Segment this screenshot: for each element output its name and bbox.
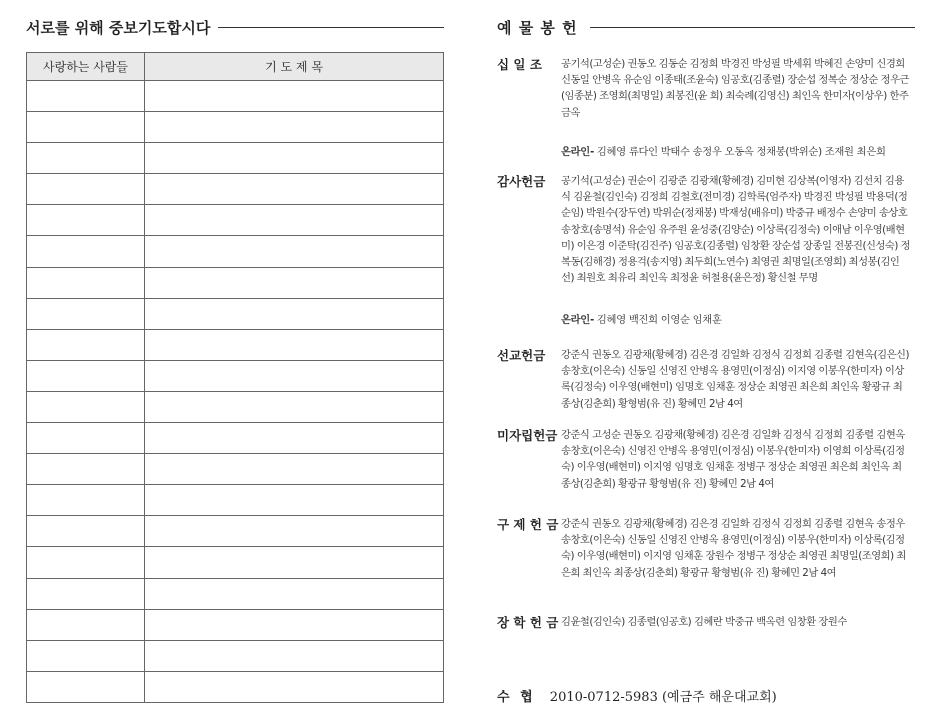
prayer-table-row bbox=[27, 81, 444, 112]
online-label: 온라인- bbox=[561, 314, 594, 326]
prayer-table-header-row bbox=[27, 53, 444, 81]
prayer-topic-cell bbox=[145, 516, 444, 547]
loved-one-cell bbox=[27, 423, 145, 454]
online-names: 김혜영 류다인 박태수 송정우 오동옥 정채봉(박위순) 조재원 최은희 bbox=[596, 146, 886, 158]
prayer-table-row bbox=[27, 112, 444, 143]
loved-one-cell bbox=[27, 516, 145, 547]
offering-group-names: 공기석(고성순) 권동오 김동순 김정희 박경진 박성필 박세휘 박혜진 손양미 신경희 신동일 안병옥 유순임 이종태(조윤숙) 임공호(김종렬) 장순섭 정복순 정상순 정우근(임종분) 조영희(최명일) 최봉진(윤 희) 최숙례(김영신) 최인옥 한미자(이상우) 한주금옥 bbox=[561, 58, 909, 119]
loved-one-cell bbox=[27, 236, 145, 267]
prayer-topic-cell bbox=[145, 81, 444, 112]
prayer-table-row bbox=[27, 329, 444, 360]
loved-one-cell bbox=[27, 578, 145, 609]
offering-group-names: 강준식 권동오 김광채(황혜경) 김은경 김일화 김정식 김정희 김종렬 김현옥(김은신) 송창호(이은숙) 신동일 신영진 안병옥 용영민(이정심) 이지영 이봉우(한미자) 이상록(김정숙) 이우영(배현미) 임명호 임채훈 정상순 최영권 최은희 최인옥 황광규 최종상(김춘희) 황형범(유 진) 황혜민 2남 4여 bbox=[561, 349, 909, 410]
loved-one-cell bbox=[27, 454, 145, 485]
offering-group-label: 미자립헌금 bbox=[497, 428, 558, 443]
column-header-prayer-topics: 기 도 제 목 bbox=[145, 53, 444, 81]
loved-one-cell bbox=[27, 112, 145, 143]
bank-name: 수 협 bbox=[497, 690, 536, 705]
loved-one-cell bbox=[27, 671, 145, 702]
prayer-table-row bbox=[27, 360, 444, 391]
prayer-topic-cell bbox=[145, 640, 444, 671]
prayer-topic-cell bbox=[145, 391, 444, 422]
offering-section-header bbox=[497, 14, 915, 40]
bank-account bbox=[497, 686, 777, 705]
loved-one-cell bbox=[27, 547, 145, 578]
prayer-table-row bbox=[27, 454, 444, 485]
prayer-table-row bbox=[27, 298, 444, 329]
account-number: 2010-0712-5983 (예금주 해운대교회) bbox=[549, 690, 777, 705]
loved-one-cell bbox=[27, 81, 145, 112]
loved-one-cell bbox=[27, 609, 145, 640]
prayer-topic-cell bbox=[145, 329, 444, 360]
prayer-topic-cell bbox=[145, 236, 444, 267]
offering-group-names: 공기석(고성순) 권순이 김광준 김광채(황혜경) 김미현 김상복(이영자) 김선치 김용식 김윤철(김인숙) 김정희 김철호(전미경) 김학록(엄주자) 박경진 박성필 박용덕(정순임) 박원수(장두연) 박위순(정채봉) 박재성(배유미) 박중규 배정수 손양미 송상호 송창호(송명석) 유순임 유주원 윤성중(김양순) 이상록(김정숙) 이애남 이우영(배현미) 이은경 이준탁(김진주) 임공호(김종렬) 임창환 장순섭 장종일 전봉진(신성숙) 정복동(김해경) 정용걱(송지영) 최두희(노연수) 최영권 최명일(조영희) 최성봉(김인선) 최원호 최유리 최인옥 최정윤 허철용(윤은정) 황신철 무명 bbox=[561, 175, 911, 285]
prayer-section bbox=[26, 14, 444, 74]
prayer-table-row bbox=[27, 143, 444, 174]
loved-one-cell bbox=[27, 360, 145, 391]
loved-one-cell bbox=[27, 391, 145, 422]
prayer-topic-cell bbox=[145, 454, 444, 485]
prayer-table bbox=[26, 52, 444, 703]
prayer-topic-cell bbox=[145, 267, 444, 298]
prayer-section-title: 서로를 위해 중보기도합시다 bbox=[26, 18, 211, 37]
loved-one-cell bbox=[27, 205, 145, 236]
prayer-topic-cell bbox=[145, 671, 444, 702]
offering-group-label: 십 일 조 bbox=[497, 57, 542, 72]
prayer-topic-cell bbox=[145, 112, 444, 143]
loved-one-cell bbox=[27, 267, 145, 298]
loved-one-cell bbox=[27, 298, 145, 329]
prayer-table-row bbox=[27, 267, 444, 298]
offering-group-label: 선교헌금 bbox=[497, 348, 546, 363]
prayer-table-row bbox=[27, 423, 444, 454]
prayer-topic-cell bbox=[145, 360, 444, 391]
prayer-table-row bbox=[27, 671, 444, 702]
prayer-topic-cell bbox=[145, 578, 444, 609]
loved-one-cell bbox=[27, 174, 145, 205]
loved-one-cell bbox=[27, 329, 145, 360]
offering-group-names: 김윤철(김인숙) 김종렬(임공호) 김혜란 박중규 백옥련 임창환 장원수 bbox=[561, 616, 847, 628]
prayer-section-header bbox=[26, 14, 444, 40]
prayer-topic-cell bbox=[145, 547, 444, 578]
loved-one-cell bbox=[27, 485, 145, 516]
online-label: 온라인- bbox=[561, 146, 594, 158]
prayer-table-row bbox=[27, 547, 444, 578]
column-header-loved-ones: 사랑하는 사람들 bbox=[27, 53, 145, 81]
prayer-topic-cell bbox=[145, 143, 444, 174]
prayer-topic-cell bbox=[145, 298, 444, 329]
prayer-table-row bbox=[27, 609, 444, 640]
prayer-topic-cell bbox=[145, 205, 444, 236]
offering-group-names: 강준식 권동오 김광채(황혜경) 김은경 김일화 김정식 김정희 김종렬 김현옥 송정우 송창호(이은숙) 신동일 신영진 안병옥 용영민(이정심) 이봉우(한미자) 이상록(김정숙) 이우영(배현미) 이지영 임채훈 장원수 정병구 정상순 최영권 최명일(조영희) 최은희 최인옥 최종상(김춘희) 황광규 황형범(유 진) 황혜민 2남 4여 bbox=[561, 518, 906, 579]
prayer-topic-cell bbox=[145, 423, 444, 454]
loved-one-cell bbox=[27, 640, 145, 671]
prayer-topic-cell bbox=[145, 485, 444, 516]
prayer-table-row bbox=[27, 485, 444, 516]
offering-section bbox=[497, 14, 915, 705]
prayer-topic-cell bbox=[145, 609, 444, 640]
header-rule bbox=[218, 27, 444, 28]
offering-group-label: 장 학 헌 금 bbox=[497, 615, 559, 630]
offering-section-title: 예 물 봉 헌 bbox=[497, 18, 578, 37]
header-rule bbox=[590, 27, 915, 28]
offering-group-label: 감사헌금 bbox=[497, 174, 546, 189]
online-names: 김혜영 백진희 이영순 임채훈 bbox=[596, 314, 722, 326]
prayer-table-row bbox=[27, 236, 444, 267]
prayer-table-row bbox=[27, 578, 444, 609]
offering-group-label: 구 제 헌 금 bbox=[497, 517, 559, 532]
prayer-topic-cell bbox=[145, 174, 444, 205]
online-offering-line bbox=[561, 311, 722, 326]
prayer-table-row bbox=[27, 205, 444, 236]
prayer-table-row bbox=[27, 640, 444, 671]
prayer-table-body bbox=[27, 81, 444, 703]
online-offering-line bbox=[561, 143, 886, 158]
prayer-table-row bbox=[27, 516, 444, 547]
prayer-table-row bbox=[27, 174, 444, 205]
prayer-table-row bbox=[27, 391, 444, 422]
loved-one-cell bbox=[27, 143, 145, 174]
offering-group-names: 강준식 고성순 권동오 김광채(황혜경) 김은경 김일화 김정식 김정희 김종렬 김현옥 송창호(이은숙) 신영진 안병옥 용영민(이정심) 이봉우(한미자) 이영희 이상록(김정숙) 이우영(배현미) 이지영 임명호 임채훈 정병구 정상순 최영권 최은희 최인옥 최종상(김춘희) 황광규 황형범(유 진) 황혜민 2남 4여 bbox=[561, 429, 905, 490]
